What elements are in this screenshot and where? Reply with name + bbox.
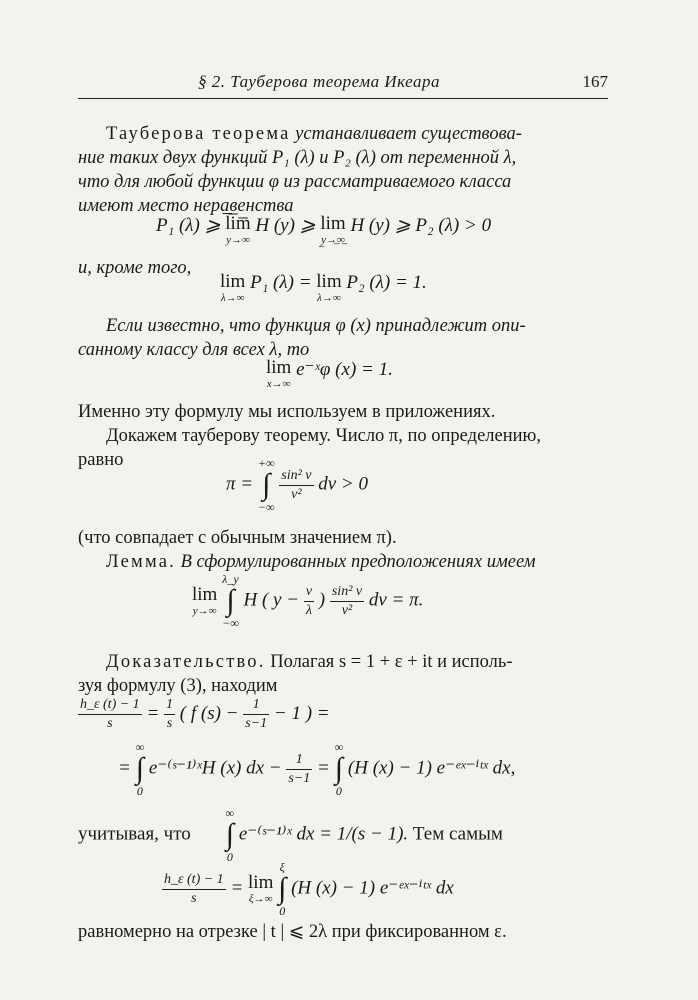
- f2-lim-a: [220, 272, 245, 304]
- f6-end: − 1 ) =: [269, 702, 330, 724]
- f2-lim-a-sub: λ→∞: [220, 292, 245, 304]
- lemma-text: В сформулированных предположениях имеем: [175, 552, 536, 572]
- f7-lower-b: 0: [335, 784, 342, 798]
- f4-num: sin² v: [279, 467, 313, 486]
- running-header: [78, 72, 608, 99]
- paragraph-5-line-2: зуя формулу (3), находим: [78, 676, 278, 696]
- f2-lim-a-label: lim: [220, 271, 246, 292]
- f2-lim-b-label: lim: [316, 271, 342, 292]
- paragraph-1-line-2: ние таких двух функций P₁ (λ) и P₂ (λ) от переменной λ,: [78, 148, 517, 168]
- f7-integral-a: [136, 740, 145, 798]
- p1-line1-rest: устанавливает существова-: [290, 124, 522, 144]
- f9-lower: 0: [279, 904, 286, 918]
- f7-t2: =: [312, 757, 335, 779]
- f5-num: sin² v: [330, 583, 364, 602]
- f8-lower: 0: [226, 850, 233, 864]
- f6-frac3: [243, 696, 269, 733]
- f5-lim-sub: y→∞: [192, 605, 217, 617]
- f1-limsup-label: l̅i̅m̅: [225, 213, 251, 234]
- f6-num2: 1: [164, 696, 175, 715]
- formula-limit-xi: [78, 860, 692, 918]
- f5-upper: λ_y: [222, 572, 239, 586]
- f5-inner-fraction: [304, 583, 314, 620]
- f2-b: P₂ (λ) = 1.: [341, 272, 427, 293]
- f6-den1: s: [107, 716, 113, 731]
- f3-lim: [266, 358, 291, 390]
- formula-limits-p: [78, 272, 698, 304]
- term-tauber-theorem: Тауберова теорема: [106, 124, 291, 144]
- f6-eq: =: [141, 702, 165, 724]
- f5-h: H ( y −: [243, 589, 304, 611]
- f4-lower: −∞: [257, 500, 275, 514]
- f5-inner-num: v: [304, 583, 314, 602]
- f5-lim: [192, 585, 217, 617]
- paragraph-1-line-1: [78, 122, 608, 146]
- f5-inner-den: λ: [305, 602, 312, 618]
- lemma-label: Лемма.: [106, 552, 176, 572]
- f9-lim-sub: ξ→∞: [248, 893, 273, 905]
- f9-expr: (H (x) − 1) e⁻ᵉˣ⁻ⁱᵗˣ dx: [286, 877, 454, 899]
- paragraph-3-line-2: Докажем тауберову теорему. Число π, по определению,: [106, 426, 541, 446]
- f7-upper-b: ∞: [334, 740, 344, 754]
- f6-num3: 1: [243, 696, 269, 715]
- f9-eq: =: [225, 877, 249, 899]
- f7-integral-b: [335, 740, 344, 798]
- f5-den: v²: [341, 602, 353, 618]
- formula-lemma: [78, 572, 698, 630]
- f7-num: 1: [286, 751, 312, 770]
- f6-mid: ( f (s) −: [175, 702, 244, 724]
- f7-integral-sign-a: ∫: [135, 752, 144, 785]
- proof-label: Доказательство.: [106, 652, 266, 672]
- f6-den3: s−1: [245, 716, 268, 731]
- f5-integral: [222, 572, 239, 630]
- f1-liminf: [320, 214, 345, 246]
- f9-num: h_ε (t) − 1: [162, 871, 226, 890]
- proof-text: Полагая s = 1 + ε + it и исполь-: [265, 652, 513, 672]
- f3-lim-label: lim: [266, 357, 292, 378]
- paragraph-4-line-2: [78, 550, 608, 574]
- f1-left: P₁ (λ) ⩾: [156, 215, 221, 236]
- formula-h-epsilon-2: [78, 740, 648, 798]
- f9-lim-label: lim: [248, 872, 274, 893]
- f3-expr: e⁻ˣφ (x) = 1.: [291, 359, 393, 380]
- paragraph-4-line-1: (что совпадает с обычным значением π).: [78, 528, 397, 548]
- f1-limsup-sub: y→∞: [226, 234, 250, 246]
- f7-den: s−1: [288, 770, 311, 786]
- paragraph-5-line-1: [78, 650, 608, 674]
- paragraph-6-line-1: равномерно на отрезке | t | ⩽ 2λ при фиксированном ε.: [78, 922, 507, 942]
- f4-integral-sign: ∫: [262, 468, 271, 501]
- f3-lim-sub: x→∞: [266, 378, 291, 390]
- f9-upper: ξ: [279, 860, 285, 874]
- f7-lower-a: 0: [136, 784, 143, 798]
- f7-t3: (H (x) − 1) e⁻ᵉˣ⁻ⁱᵗˣ dx,: [343, 757, 516, 779]
- running-title: § 2. Тауберова теорема Икеара: [198, 72, 440, 91]
- f5-lim-label: lim: [192, 584, 218, 605]
- f9-integral-sign: ∫: [278, 872, 287, 905]
- f4-upper: +∞: [257, 456, 275, 470]
- f2-lim-b-sub: λ→∞: [317, 292, 341, 304]
- f7-upper-a: ∞: [135, 740, 145, 754]
- paragraph-3-line-3: равно: [78, 450, 124, 470]
- paragraph-3-line-1: Именно эту формулу мы используем в приложениях.: [78, 402, 496, 422]
- f5-close: ): [314, 589, 330, 611]
- f7-eq: =: [118, 757, 136, 779]
- f1-right: H (y) ⩾ P₂ (λ) > 0: [345, 215, 492, 236]
- f7-t1: e⁻⁽ˢ⁻¹⁾ˣH (x) dx −: [144, 757, 287, 779]
- f8-upper: ∞: [225, 806, 235, 820]
- f1-liminf-label: lim: [320, 213, 346, 234]
- f6-frac1: [78, 696, 142, 733]
- f9-den: s: [191, 890, 197, 906]
- f8-post: Тем самым: [408, 823, 503, 845]
- f5-lower: −∞: [222, 616, 239, 630]
- formula-pi-integral: [78, 456, 698, 514]
- paragraph-1-line-4: имеют место неравенства: [78, 196, 294, 216]
- f1-limsup: [225, 214, 250, 246]
- f4-integral: [258, 456, 275, 514]
- f7-integral-sign-b: ∫: [334, 752, 343, 785]
- f1-mid: H (y) ⩾: [250, 215, 321, 236]
- f4-lhs: π =: [226, 473, 258, 495]
- f2-lim-b: [316, 272, 341, 304]
- f4-fraction: [279, 467, 313, 504]
- f4-den: v²: [291, 486, 302, 502]
- f9-lim: [248, 873, 273, 905]
- f6-frac2: [164, 696, 175, 733]
- f9-fraction: [162, 871, 226, 908]
- f8-pre: учитывая, что: [78, 823, 191, 845]
- f6-den2: s: [166, 716, 173, 731]
- f8-integral: [226, 806, 235, 864]
- f5-fraction: [330, 583, 364, 620]
- f5-integral-sign: ∫: [226, 584, 235, 617]
- f8-expr: e⁻⁽ˢ⁻¹⁾ˣ dx = 1/(s − 1).: [234, 823, 409, 845]
- page-number: 167: [582, 72, 608, 91]
- f7-fraction: [286, 751, 312, 788]
- formula-exp-limit: [78, 358, 698, 390]
- formula-h-epsilon-1: [78, 696, 608, 733]
- formula-considering: [78, 806, 608, 864]
- formula-inequalities: [78, 214, 686, 246]
- f1-liminf-sub: y̲→̲∞̲: [321, 234, 345, 246]
- f2-a: P₁ (λ) =: [245, 272, 317, 293]
- f4-rhs: dv > 0: [313, 473, 369, 495]
- f6-num1: h_ε (t) − 1: [78, 696, 142, 715]
- f5-rhs: dv = π.: [364, 589, 424, 611]
- paragraph-2-line-1: Если известно, что функция φ (x) принадлежит опи-: [106, 316, 526, 336]
- f2-intro: и, кроме того,: [78, 258, 192, 278]
- paragraph-2-line-2: санному классу для всех λ, то: [78, 340, 310, 360]
- paragraph-1-line-3: что для любой функции φ из рассматриваемого класса: [78, 172, 512, 192]
- f8-integral-sign: ∫: [225, 818, 234, 851]
